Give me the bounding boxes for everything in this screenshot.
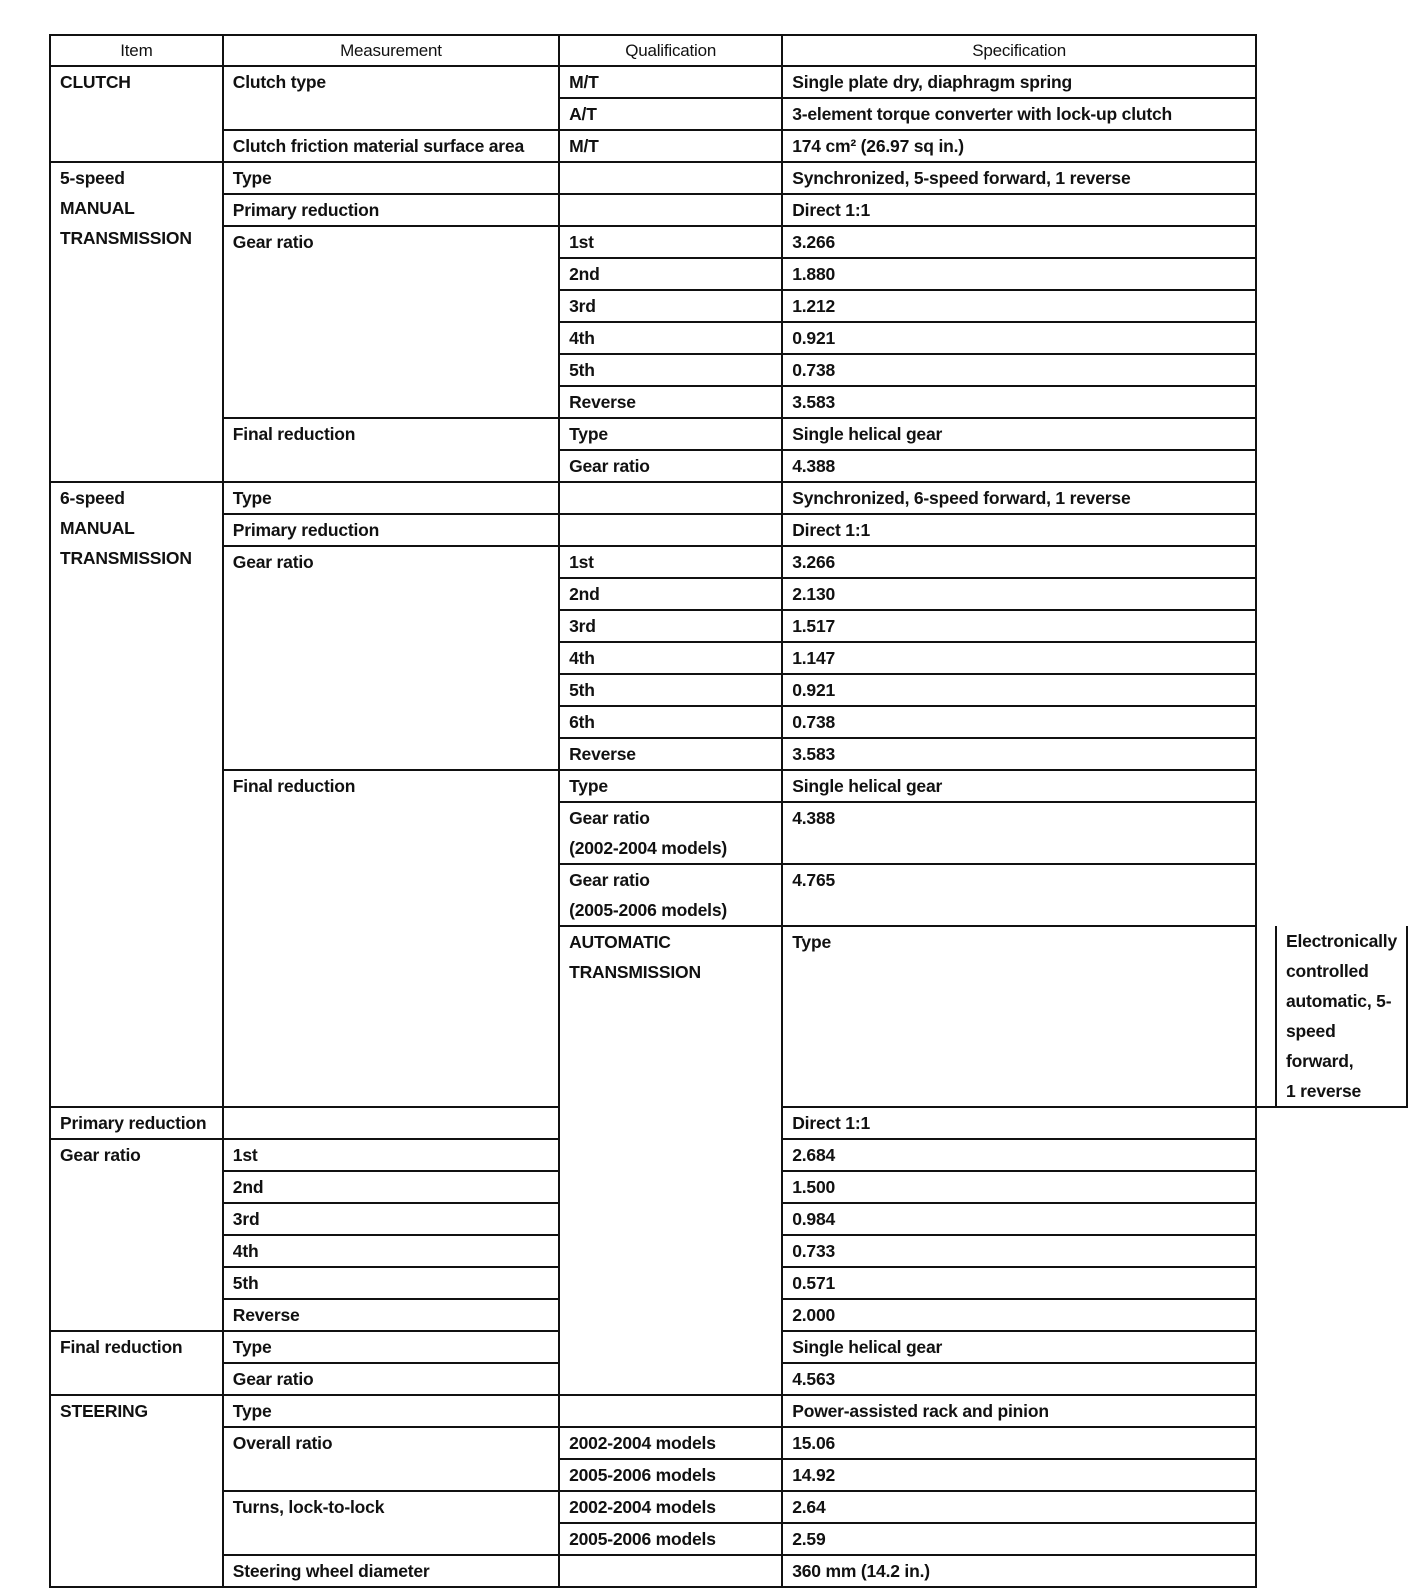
specification-cell: 0.733: [782, 1235, 1256, 1267]
section-automatic: [559, 926, 782, 1395]
specification-cell: 3.266: [782, 226, 1256, 258]
specification-line: 1 reverse: [1285, 1081, 1362, 1101]
specification-cell: 3.583: [782, 738, 1256, 770]
specification-cell: 2.59: [782, 1523, 1256, 1555]
measurement-cell: Type: [223, 482, 559, 514]
section-clutch: CLUTCH: [50, 66, 223, 162]
measurement-cell: Primary reduction: [50, 1107, 223, 1139]
specification-cell: 0.921: [782, 674, 1256, 706]
measurement-cell: Gear ratio: [50, 1139, 223, 1331]
qualification-cell: [559, 1555, 782, 1587]
specification-cell: [1276, 926, 1407, 1107]
measurement-cell: Final reduction: [223, 770, 559, 1107]
specification-cell: 1.212: [782, 290, 1256, 322]
measurement-cell: Turns, lock-to-lock: [223, 1491, 559, 1555]
table-row: [50, 226, 1407, 258]
table-row: [50, 418, 1407, 450]
measurement-cell: Primary reduction: [223, 514, 559, 546]
section-label-line: 5-speed: [60, 168, 125, 188]
qualification-cell: 4th: [559, 322, 782, 354]
specification-cell: 4.563: [782, 1363, 1256, 1395]
table-row: [50, 1427, 1407, 1459]
measurement-cell: Type: [782, 926, 1256, 1107]
specification-cell: 1.880: [782, 258, 1256, 290]
qualification-cell: 3rd: [223, 1203, 559, 1235]
qualification-cell: Gear ratio: [559, 450, 782, 482]
table-row: [50, 194, 1407, 226]
specification-cell: 2.64: [782, 1491, 1256, 1523]
measurement-cell: Final reduction: [223, 418, 559, 482]
specification-cell: 3-element torque converter with lock-up clutch: [782, 98, 1256, 130]
measurement-cell: Clutch friction material surface area: [223, 130, 559, 162]
qualification-cell: Reverse: [223, 1299, 559, 1331]
table-row: [50, 1395, 1407, 1427]
specification-cell: 1.517: [782, 610, 1256, 642]
section-label-line: TRANSMISSION: [569, 962, 701, 982]
specification-cell: 1.500: [782, 1171, 1256, 1203]
table-row: [50, 162, 1407, 194]
section-steering: STEERING: [50, 1395, 223, 1587]
section-label-line: TRANSMISSION: [60, 228, 192, 248]
header-specification: Specification: [782, 35, 1256, 66]
qualification-cell: 5th: [559, 674, 782, 706]
qualification-cell: 1st: [559, 226, 782, 258]
section-6-speed-mt: [50, 482, 223, 1107]
qualification-cell: Type: [559, 770, 782, 802]
specification-cell: 3.266: [782, 546, 1256, 578]
qualification-cell: Type: [223, 1331, 559, 1363]
specification-cell: 3.583: [782, 386, 1256, 418]
table-header-row: [50, 35, 1407, 66]
measurement-cell: Type: [223, 162, 559, 194]
header-item: Item: [50, 35, 223, 66]
qualification-line: Gear ratio: [569, 808, 650, 828]
table-row: [50, 546, 1407, 578]
qualification-line: (2005-2006 models): [569, 900, 727, 920]
specification-line: Electronically controlled automatic, 5-speed forward,: [1285, 931, 1397, 1071]
specification-cell: 15.06: [782, 1427, 1256, 1459]
specification-cell: Direct 1:1: [782, 194, 1256, 226]
qualification-line: Gear ratio: [569, 870, 650, 890]
table-row: [50, 482, 1407, 514]
qualification-cell: [559, 802, 782, 864]
section-5-speed-mt: [50, 162, 223, 482]
table-row: [50, 66, 1407, 98]
qualification-cell: 4th: [559, 642, 782, 674]
qualification-cell: 2nd: [559, 258, 782, 290]
specification-cell: Direct 1:1: [782, 1107, 1256, 1139]
qualification-cell: M/T: [559, 130, 782, 162]
specification-cell: 2.684: [782, 1139, 1256, 1171]
qualification-cell: [559, 482, 782, 514]
qualification-cell: [223, 1107, 559, 1139]
qualification-line: (2002-2004 models): [569, 838, 727, 858]
qualification-cell: [559, 864, 782, 926]
qualification-cell: 2nd: [559, 578, 782, 610]
specification-cell: Single helical gear: [782, 770, 1256, 802]
specification-cell: 0.738: [782, 706, 1256, 738]
specification-cell: Synchronized, 6-speed forward, 1 reverse: [782, 482, 1256, 514]
measurement-cell: Final reduction: [50, 1331, 223, 1395]
table-row: [50, 130, 1407, 162]
qualification-cell: 6th: [559, 706, 782, 738]
measurement-cell: Gear ratio: [223, 226, 559, 418]
specification-cell: 4.388: [782, 802, 1256, 864]
table-row: [50, 770, 1407, 802]
measurement-cell: Type: [223, 1395, 559, 1427]
specification-cell: 174 cm² (26.97 sq in.): [782, 130, 1256, 162]
table-row: [50, 1555, 1407, 1587]
qualification-cell: [559, 514, 782, 546]
qualification-cell: 2005-2006 models: [559, 1523, 782, 1555]
header-measurement: Measurement: [223, 35, 559, 66]
qualification-cell: 4th: [223, 1235, 559, 1267]
measurement-cell: Overall ratio: [223, 1427, 559, 1491]
specification-cell: 0.571: [782, 1267, 1256, 1299]
qualification-cell: Reverse: [559, 386, 782, 418]
section-label-line: AUTOMATIC: [569, 932, 671, 952]
specification-cell: 2.000: [782, 1299, 1256, 1331]
specification-cell: 4.765: [782, 864, 1256, 926]
header-qualification: Qualification: [559, 35, 782, 66]
qualification-cell: 5th: [223, 1267, 559, 1299]
table-row: [50, 514, 1407, 546]
qualification-cell: 2005-2006 models: [559, 1459, 782, 1491]
specification-cell: 360 mm (14.2 in.): [782, 1555, 1256, 1587]
qualification-cell: 1st: [559, 546, 782, 578]
qualification-cell: Type: [559, 418, 782, 450]
qualification-cell: 5th: [559, 354, 782, 386]
qualification-cell: [1256, 926, 1276, 1107]
qualification-cell: 2nd: [223, 1171, 559, 1203]
table-row: [50, 1491, 1407, 1523]
qualification-cell: 3rd: [559, 290, 782, 322]
qualification-cell: [559, 194, 782, 226]
measurement-cell: Gear ratio: [223, 546, 559, 770]
specification-cell: 1.147: [782, 642, 1256, 674]
qualification-cell: 2002-2004 models: [559, 1491, 782, 1523]
specification-cell: Single helical gear: [782, 1331, 1256, 1363]
measurement-cell: Primary reduction: [223, 194, 559, 226]
measurement-cell: Clutch type: [223, 66, 559, 130]
qualification-cell: Reverse: [559, 738, 782, 770]
specification-cell: 4.388: [782, 450, 1256, 482]
measurement-cell: Steering wheel diameter: [223, 1555, 559, 1587]
qualification-cell: 3rd: [559, 610, 782, 642]
specification-cell: 2.130: [782, 578, 1256, 610]
specification-cell: Synchronized, 5-speed forward, 1 reverse: [782, 162, 1256, 194]
qualification-cell: 1st: [223, 1139, 559, 1171]
specification-cell: 0.921: [782, 322, 1256, 354]
specification-cell: Power-assisted rack and pinion: [782, 1395, 1256, 1427]
qualification-cell: A/T: [559, 98, 782, 130]
specification-cell: 14.92: [782, 1459, 1256, 1491]
section-label-line: TRANSMISSION: [60, 548, 192, 568]
specification-cell: Single plate dry, diaphragm spring: [782, 66, 1256, 98]
section-label-line: MANUAL: [60, 198, 135, 218]
specification-cell: Direct 1:1: [782, 514, 1256, 546]
qualification-cell: Gear ratio: [223, 1363, 559, 1395]
specification-cell: 0.738: [782, 354, 1256, 386]
qualification-cell: [559, 1395, 782, 1427]
specifications-table: [49, 34, 1408, 1588]
specification-cell: 0.984: [782, 1203, 1256, 1235]
section-label-line: 6-speed: [60, 488, 125, 508]
qualification-cell: [559, 162, 782, 194]
section-label-line: MANUAL: [60, 518, 135, 538]
specification-cell: Single helical gear: [782, 418, 1256, 450]
qualification-cell: M/T: [559, 66, 782, 98]
qualification-cell: 2002-2004 models: [559, 1427, 782, 1459]
